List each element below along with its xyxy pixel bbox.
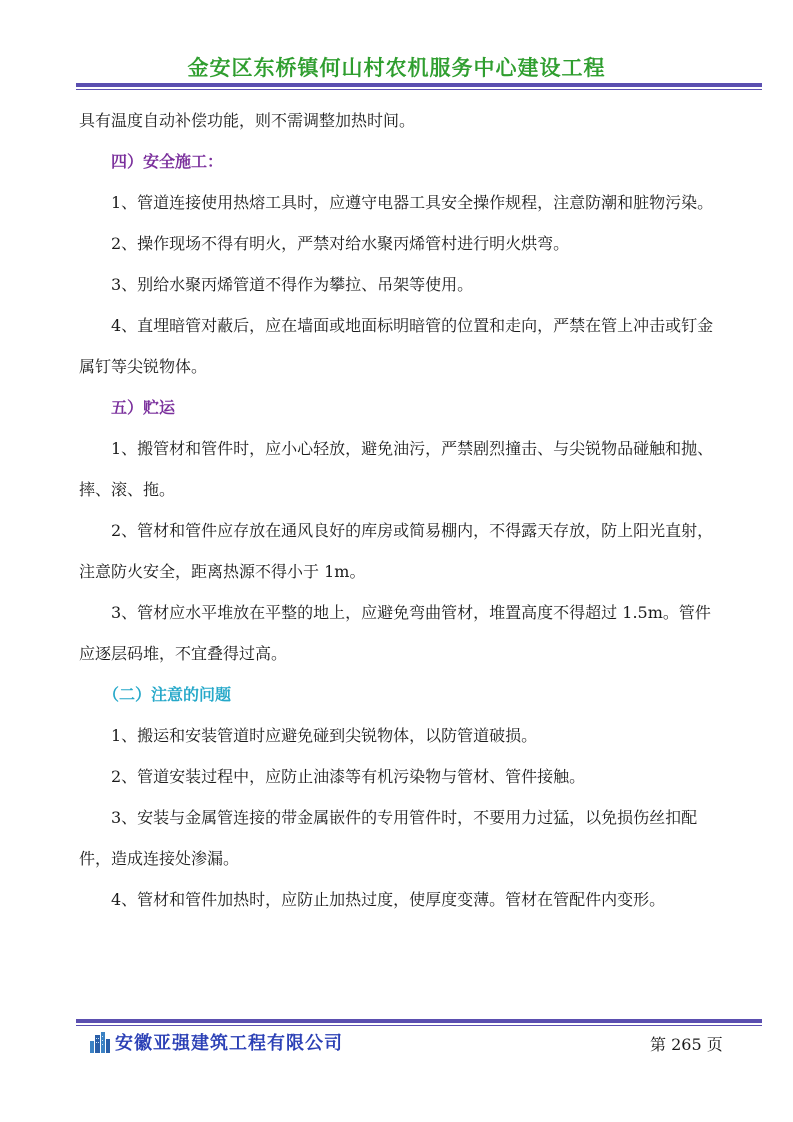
footer-rule-thick xyxy=(76,1019,762,1023)
page-number: 第 265 页 xyxy=(650,1035,723,1054)
section-heading-issues: （二）注意的问题 xyxy=(103,685,232,704)
paragraph: 3、别给水聚丙烯管道不得作为攀拉、吊架等使用。 xyxy=(111,275,474,294)
paragraph: 4、管材和管件加热时，应防止加热过度，使厚度变薄。管材在管配件内变形。 xyxy=(111,890,666,909)
paragraph: 1、管道连接使用热熔工具时，应遵守电器工具安全操作规程，注意防潮和脏物污染。 xyxy=(111,193,714,212)
building-logo-icon xyxy=(89,1031,111,1053)
paragraph: 2、管材和管件应存放在通风良好的库房或简易棚内，不得露天存放，防上阳光直射，注意防火安全，距离热源不得小于 1m。 xyxy=(79,521,714,581)
paragraph: 1、搬运和安装管道时应避免碰到尖锐物体，以防管道破损。 xyxy=(111,726,538,745)
paragraph: 4、直埋暗管对蔽后，应在墙面或地面标明暗管的位置和走向，严禁在管上冲击或钉金属钉等尖锐物体。 xyxy=(79,316,714,376)
footer-rule-thin xyxy=(76,1025,762,1026)
paragraph: 具有温度自动补偿功能，则不需调整加热时间。 xyxy=(79,111,416,130)
footer-company-name: 安徽亚强建筑工程有限公司 xyxy=(115,1033,343,1054)
paragraph: 2、操作现场不得有明火，严禁对给水聚丙烯管村进行明火烘弯。 xyxy=(111,234,570,253)
paragraph: 1、搬管材和管件时，应小心轻放，避免油污，严禁剧烈撞击、与尖锐物品碰触和抛、摔、滚、拖。 xyxy=(79,439,714,499)
section-heading-storage: 五）贮运 xyxy=(111,398,176,417)
section-heading-safety: 四）安全施工： xyxy=(111,152,224,171)
page-header-title: 金安区东桥镇何山村农机服务中心建设工程 xyxy=(187,56,606,80)
header-rule-thin xyxy=(76,89,762,90)
paragraph: 3、安装与金属管连接的带金属嵌件的专用管件时，不要用力过猛，以免损伤丝扣配件，造成连接处渗漏。 xyxy=(79,808,698,868)
paragraph: 3、管材应水平堆放在平整的地上，应避免弯曲管材，堆置高度不得超过 1.5m。管件应逐层码堆，不宜叠得过高。 xyxy=(79,603,711,663)
document-body xyxy=(79,100,724,920)
header-rule-thick xyxy=(76,83,762,87)
paragraph: 2、管道安装过程中，应防止油漆等有机污染物与管材、管件接触。 xyxy=(111,767,586,786)
